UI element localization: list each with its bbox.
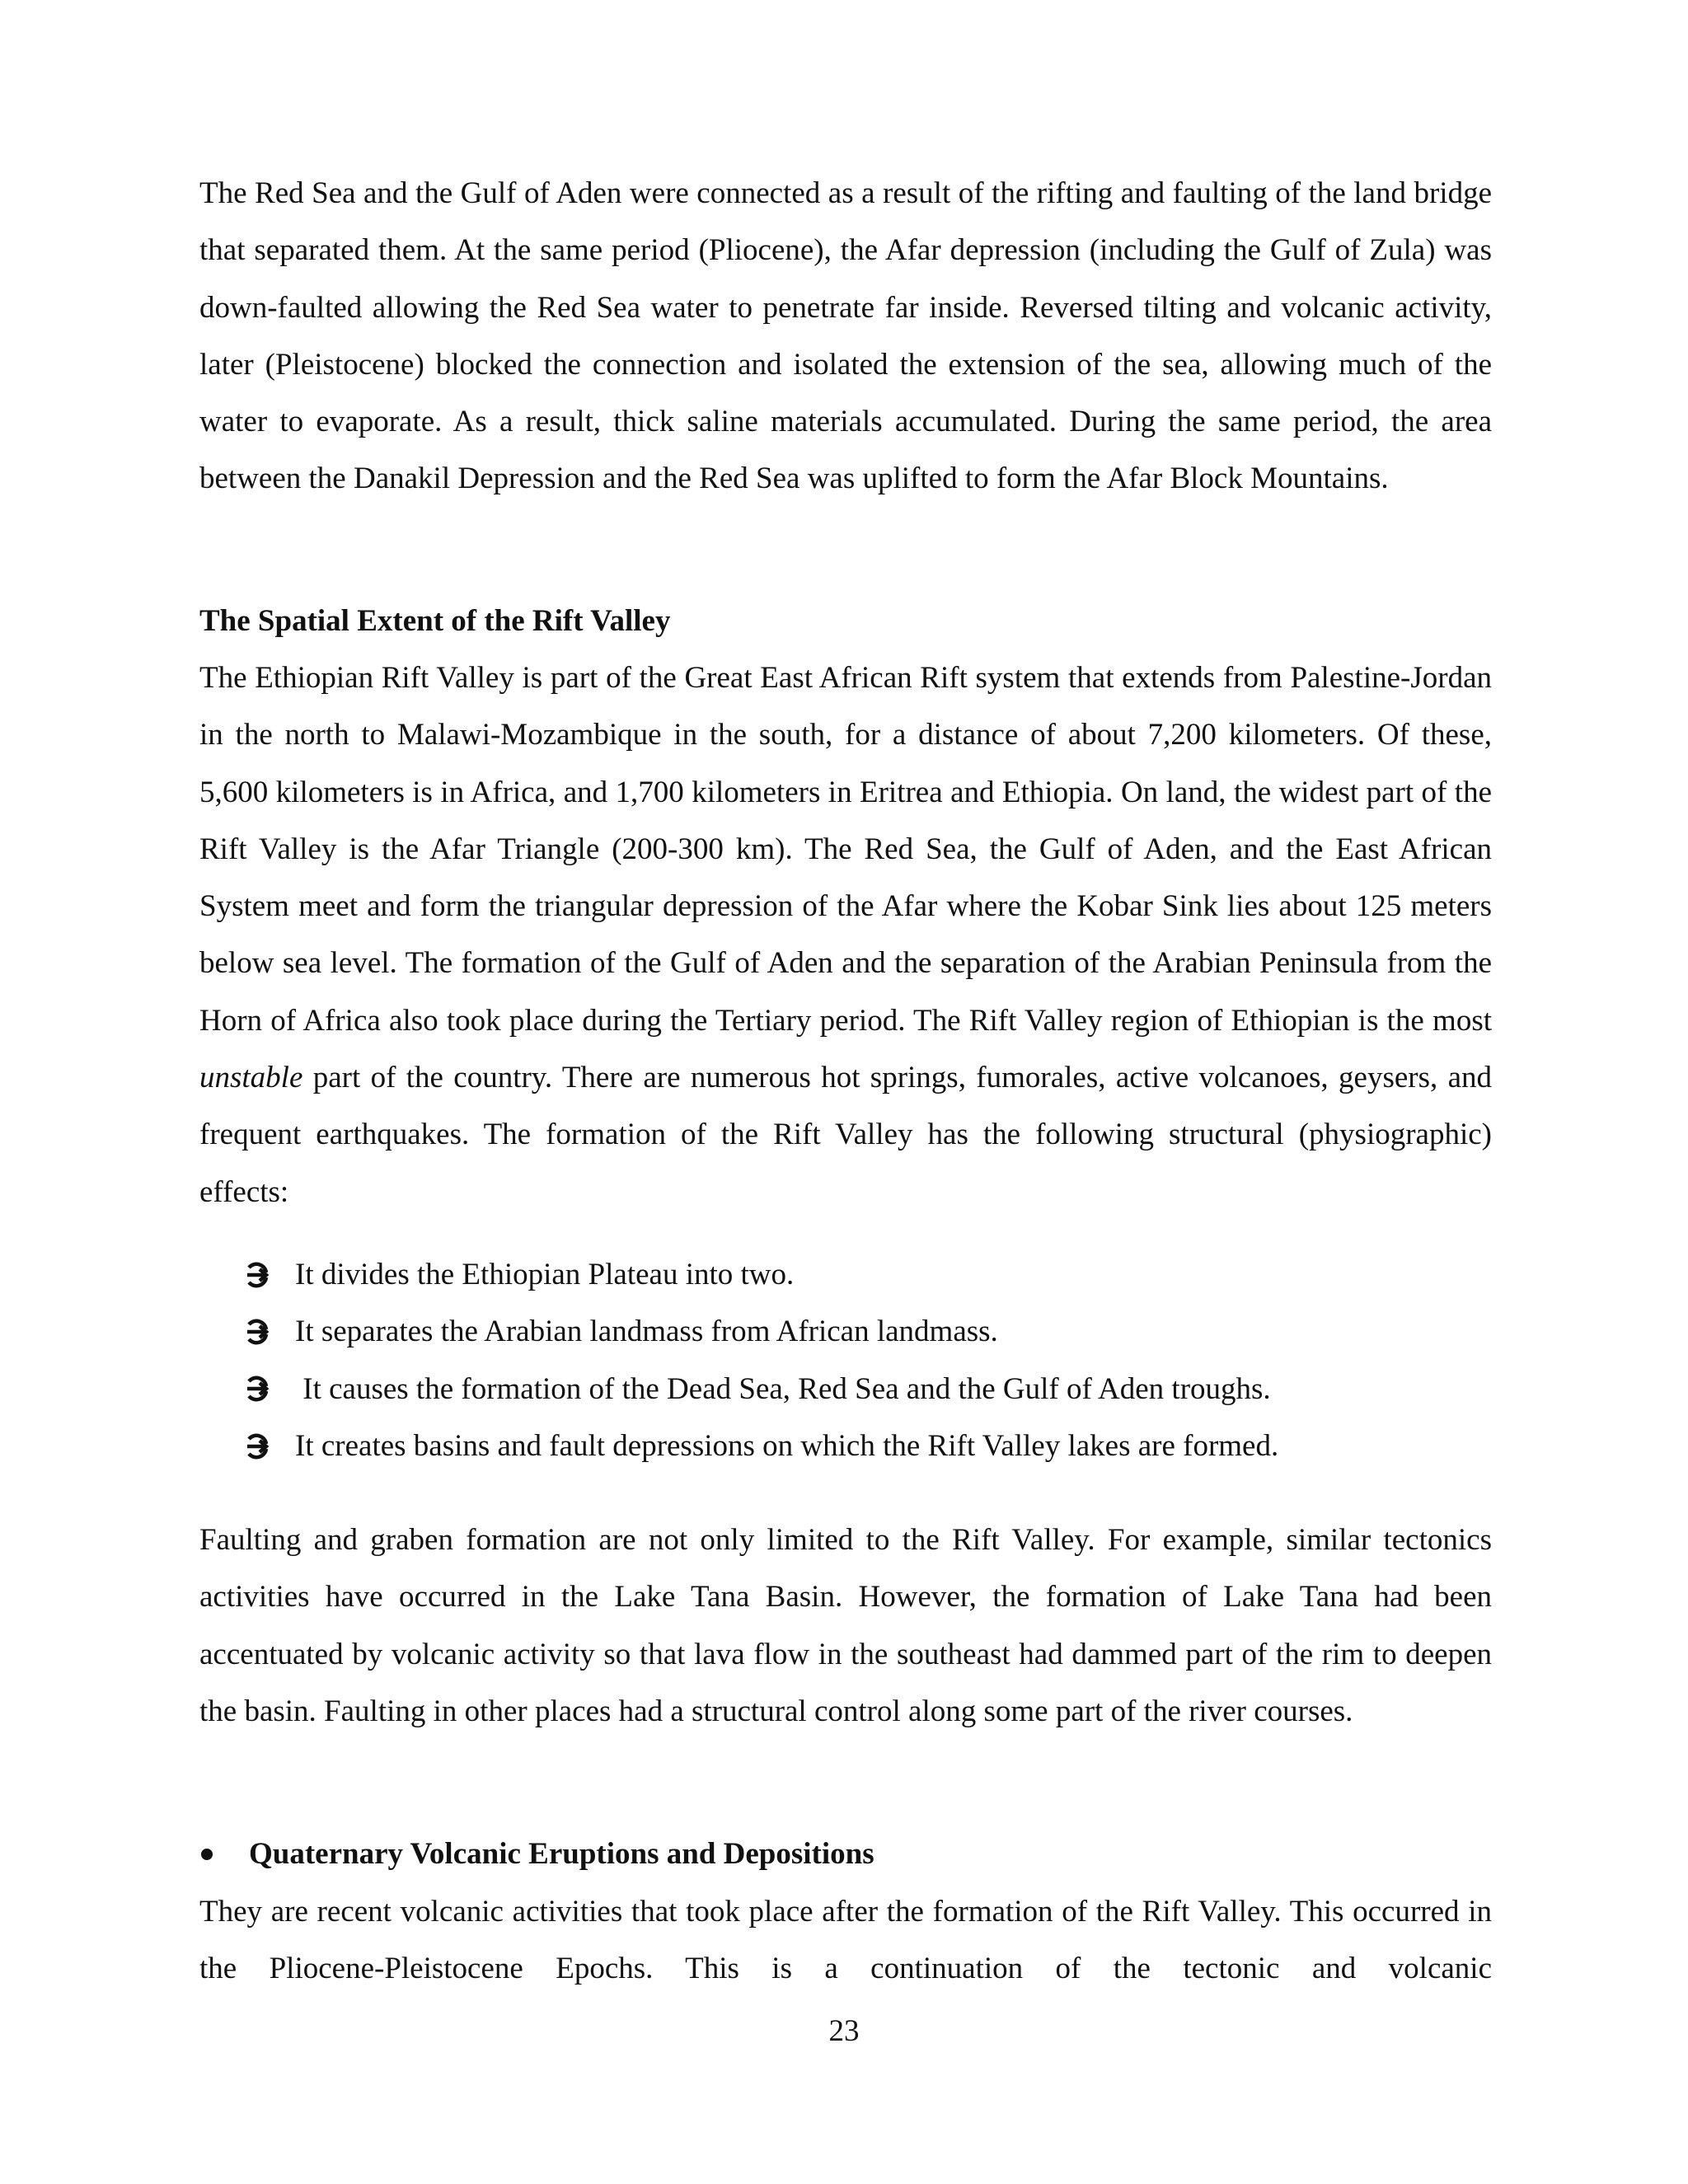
paragraph-quaternary-volcanic: They are recent volcanic activities that took place after the formation of the Rift Valley. This occurred in the Pliocene-Pleistocene Epochs. This is a continuation of the tectonic and volcanic (199, 1895, 1492, 1986)
list-item-text: It creates basins and fault depressions on which the Rift Valley lakes are formed. (295, 1428, 1279, 1463)
paragraph-red-sea-gulf-of-aden: The Red Sea and the Gulf of Aden were connected as a result of the rifting and faulting of the land bridge that separated them. At the same period (Pliocene), the Afar depression (including the Gulf of Zula) was down-faulted allowing the Red Sea water to penetrate far inside. Reversed tilting and volcanic activity, later (Pleistocene) blocked the connection and isolated the extension of the sea, allowing much of the water to evaporate. As a result, thick saline materials accumulated. During the same period, the area between the Danakil Depression and the Red Sea was uplifted to form the Afar Block Mountains. (199, 176, 1492, 496)
section-heading-quaternary-volcanic (199, 1825, 874, 1882)
paragraph-text: The Ethiopian Rift Valley is part of the Great East African Rift system that extends from Palestine-Jordan in the north to Malawi-Mozambique in the south, for a distance of about 7,200 kilometers. Of these, 5,600 kilometers is in Africa, and 1,700 kilometers in Eritrea and Ethiopia. On land, the widest part of the Rift Valley is the Afar Triangle (200-300 km). The Red Sea, the Gulf of Aden, and the East African System meet and form the triangular depression of the Afar where the Kobar Sink lies about 125 meters below sea level. The formation of the Gulf of Aden and the separation of the Arabian Peninsula from the Horn of Africa also took place during the Tertiary period. The Rift Valley region of Ethiopian is the most (199, 661, 1492, 1038)
paragraph-spatial-extent (199, 649, 1492, 1221)
list-item-text: It separates the Arabian landmass from African landmass. (295, 1315, 998, 1349)
page-number: 23 (828, 2014, 860, 2048)
list-item (244, 1418, 1278, 1474)
paragraph-text: part of the country. There are numerous hot springs, fumorales, active volcanoes, geysers, and frequent earthquakes. The formation of the Rift Valley has the following structural (physiographic) effects: (199, 1061, 1492, 1209)
list-item (244, 1361, 1278, 1418)
list-item-text: It divides the Ethiopian Plateau into two. (295, 1258, 795, 1291)
effects-list (244, 1246, 1278, 1474)
list-item (244, 1246, 1278, 1303)
section-heading-spatial-extent: The Spatial Extent of the Rift Valley (199, 604, 671, 638)
right-arrow-circle-icon (244, 1262, 270, 1288)
emphasized-word: unstable (199, 1061, 303, 1095)
right-arrow-circle-icon (244, 1319, 270, 1345)
right-arrow-circle-icon (244, 1376, 270, 1402)
list-item-text: It causes the formation of the Dead Sea, Red Sea and the Gulf of Aden troughs. (295, 1371, 1271, 1406)
right-arrow-circle-icon (244, 1433, 270, 1460)
section-heading-text: Quaternary Volcanic Eruptions and Depositions (249, 1837, 874, 1871)
list-item (244, 1303, 1278, 1360)
bullet-icon (201, 1849, 213, 1860)
paragraph-faulting-graben: Faulting and graben formation are not only limited to the Rift Valley. For example, similar tectonics activities have occurred in the Lake Tana Basin. However, the formation of Lake Tana had been accentuated by volcanic activity so that lava flow in the southeast had dammed part of the rim to deepen the basin. Faulting in other places had a structural control along some part of the river courses. (199, 1523, 1492, 1728)
